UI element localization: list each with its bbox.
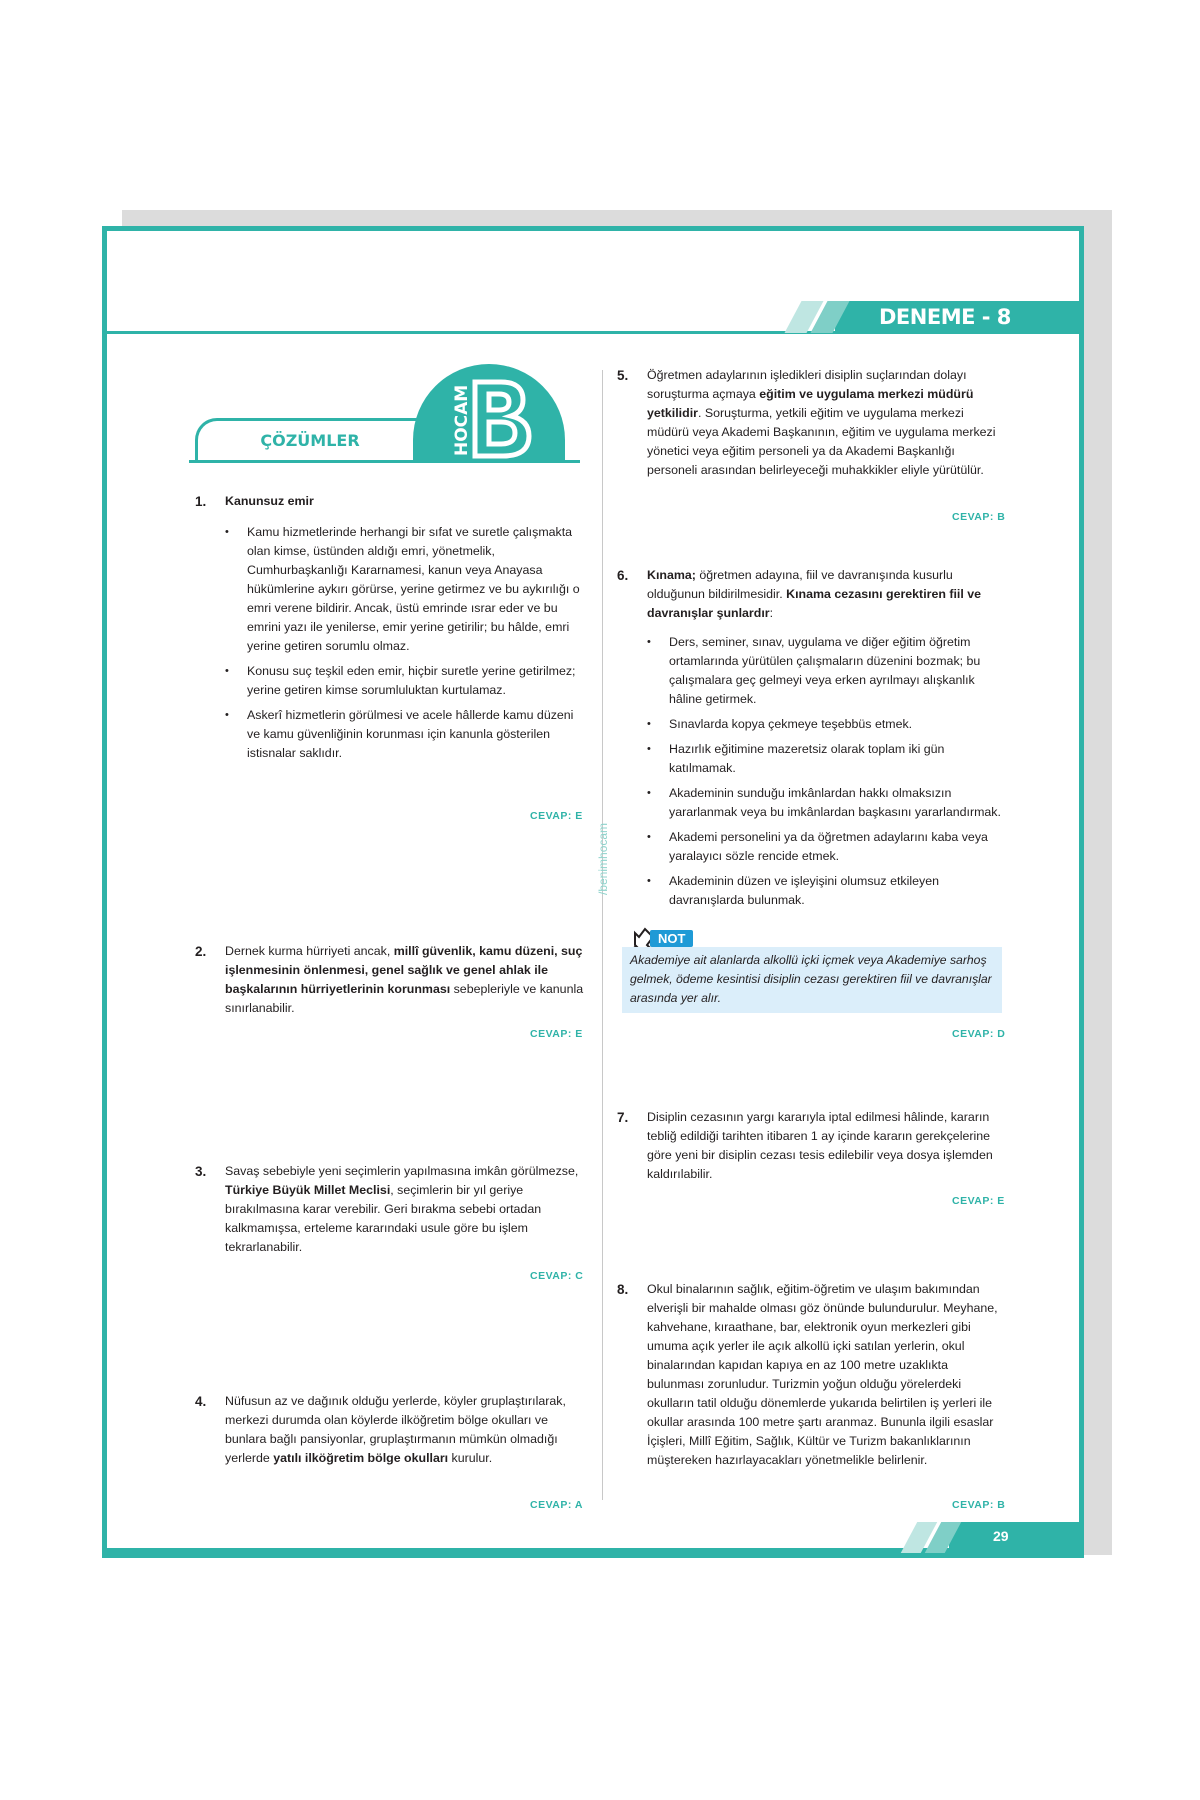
question-number: 7. [617, 1110, 629, 1125]
answer-5: CEVAP: B [952, 511, 1006, 523]
question-text: Dernek kurma hürriyeti ancak, [225, 944, 394, 958]
question-number: 5. [617, 368, 629, 383]
question-text: kurulur. [448, 1451, 493, 1465]
question-1 [195, 492, 585, 769]
hocam-logo [413, 364, 565, 460]
list-item: • Konusu suç teşkil eden emir, hiçbir suretle yerine getirilmez; yerine getiren kimse sorumluluktan kurtulamaz. [225, 662, 585, 700]
list-item: • Akademinin düzen ve işleyişini olumsuz etkileyen davranışlarda bulunmak. [647, 872, 1007, 910]
answer-7: CEVAP: E [952, 1195, 1005, 1207]
question-emphasis: eğitim ve uygulama merkezi müdürü yetkilidir [647, 387, 974, 420]
question-text: : [769, 606, 774, 620]
answer-2: CEVAP: E [530, 1028, 583, 1040]
section-title: ÇÖZÜMLER [260, 431, 360, 450]
section-tab [195, 418, 425, 460]
note-box: Akademiye ait alanlarda alkollü içki içmek veya Akademiye sarhoş gelmek, ödeme kesintisi disiplin cezası gerektiren fiil ve davranışlar arasında yer alır. [622, 947, 1002, 1013]
list-item: • Ders, seminer, sınav, uygulama ve diğer eğitim öğretim ortamlarında yürütülen çalışmaların düzenini bozmak; bu çalışmalara geç gelmeyi veya erken ayrılmayı alışkanlık hâline getirmek. [647, 633, 1007, 709]
answer-4: CEVAP: A [530, 1499, 584, 1511]
deneme-title: DENEME - 8 [879, 305, 1011, 329]
question-emphasis: Kınama; [647, 568, 696, 582]
question-text: , seçimlerin bir yıl geriye bırakılmasına karar verebilir. Geri bırakma sebebi ortadan kalkmamışsa, erteleme kararındaki usule göre bu işlem tekrarlanabilir. [225, 1183, 542, 1254]
question-number: 4. [195, 1394, 207, 1409]
question-7 [617, 1108, 1007, 1184]
answer-1: CEVAP: E [530, 810, 583, 822]
question-number: 1. [195, 494, 207, 509]
question-3 [195, 1162, 585, 1257]
list-item: • Kamu hizmetlerinde herhangi bir sıfat ve suretle çalışmakta olan kimse, üstünden aldığı emri, yönetmelik, Cumhurbaşkanlığı Kararnamesi, kanun veya Anayasa hükümlerine aykırı görürse, yerine getirmez ve bu aykırılığı o emri verene bildirir. Ancak, üstü emrinde ısrar eder ve bu emrini yazı ile yenilerse, emir yerine getirilir; bu hâlde, emri yerine getiren sorumlu olmaz. [225, 523, 585, 656]
answer-3: CEVAP: C [530, 1270, 584, 1282]
question-text: Nüfusun az ve dağınık olduğu yerlerde, köyler gruplaştırılarak, merkezi durumda olan köylerde ilköğretim bölge okulları ve bunlara bağlı pansiyonlar, gruplaştırmanın mümkün olmadığı yerlerde [225, 1394, 566, 1465]
question-text: Okul binalarının sağlık, eğitim-öğretim ve ulaşım bakımından elverişli bir mahalde olması göz önünde bulundurulur. Meyhane, kahvehane, kıraathane, bar, elektronik oyun merkezleri gibi umuma açık yerler ile açık alkollü içki satılan yerlerin, okul binalarından kapıdan kapıya en az 100 metre uzaklıkta bulunması zorunludur. Turizmin yoğun olduğu yörelerdeki okulların tatil olduğu dönemlerde yukarıda belirtilen iş yerleri ile okullar arasında 100 metre şartı aranmaz. Bununla ilgili esaslar İçişleri, Millî Eğitim, Sağlık, Kültür ve Turizm bakanlıklarının müştereken hazırlayacakları yönetmelikle belirlenir. [647, 1282, 998, 1467]
list-item: • Akademinin sunduğu imkânlardan hakkı olmaksızın yararlanmak veya bu imkânlardan başkasını yararlandırmak. [647, 784, 1007, 822]
question-title: Kanunsuz emir [225, 494, 314, 508]
question-emphasis: Kınama cezasını gerektiren fiil ve davranışlar şunlardır [647, 587, 982, 620]
question-emphasis: Türkiye Büyük Millet Meclisi [225, 1183, 391, 1197]
answer-6: CEVAP: D [952, 1028, 1006, 1040]
question-text: Öğretmen adaylarının işledikleri disiplin suçlarından dolayı soruşturma açmaya [647, 368, 967, 401]
section-header [195, 364, 580, 469]
list-item: • Sınavlarda kopya çekmeye teşebbüs etmek. [647, 715, 1007, 734]
list-item: • Akademi personelini ya da öğretmen adaylarını kaba veya yaralayıcı sözle rencide etmek. [647, 828, 1007, 866]
question-text: sebepleriyle ve kanunla sınırlanabilir. [225, 982, 584, 1015]
column-divider [602, 370, 603, 1500]
question-4 [195, 1392, 585, 1468]
page-number: 29 [993, 1528, 1009, 1544]
question-6 [617, 566, 1007, 916]
answer-8: CEVAP: B [952, 1499, 1006, 1511]
question-number: 2. [195, 944, 207, 959]
list-item: • Askerî hizmetlerin görülmesi ve acele hâllerde kamu düzeni ve kamu güvenliğinin korunması için kanunla gösterilen istisnalar saklıdır. [225, 706, 585, 763]
page-number-banner [949, 1522, 1079, 1553]
question-number: 6. [617, 568, 629, 583]
section-rule [189, 460, 580, 463]
brand-url: /benimhocam [596, 822, 610, 895]
question-text: . Soruşturma, yetkili eğitim ve uygulama merkezi müdürü veya Akademi Başkanının, eğitim ve uygulama merkezi yönetici veya eğitim personeli ya da Akademi Başkanlığı personeli arasından belirleyeceği muhakkikler eliyle yürütülür. [647, 406, 996, 477]
question-text: Disiplin cezasının yargı kararıyla iptal edilmesi hâlinde, kararın tebliğ edildiği tarihten itibaren 1 ay içinde kararın gerekçelerine göre yeni bir disiplin cezası tesis edilebilir veya dosya işlemden kaldırılabilir. [647, 1110, 993, 1181]
question-text: Savaş sebebiyle yeni seçimlerin yapılmasına imkân görülmezse, [225, 1164, 579, 1178]
question-8 [617, 1280, 1007, 1470]
deneme-banner [835, 301, 1079, 333]
list-item: • Hazırlık eğitimine mazeretsiz olarak toplam iki gün katılmamak. [647, 740, 1007, 778]
question-emphasis: yatılı ilköğretim bölge okulları [273, 1451, 449, 1465]
question-number: 8. [617, 1282, 629, 1297]
question-5 [617, 366, 1007, 480]
question-2 [195, 942, 585, 1018]
note-label: NOT [650, 930, 693, 947]
question-text: öğretmen adayına, fiil ve davranışında kusurlu olduğunun bildirilmesidir. [647, 568, 953, 601]
question-emphasis: millî güvenlik, kamu düzeni, suç işlenmesinin önlenmesi, genel sağlık ve genel ahlak ile başkalarının hürriyetlerinin korunması [225, 944, 583, 996]
logo-text: HOCAM [452, 384, 472, 456]
question-number: 3. [195, 1164, 207, 1179]
